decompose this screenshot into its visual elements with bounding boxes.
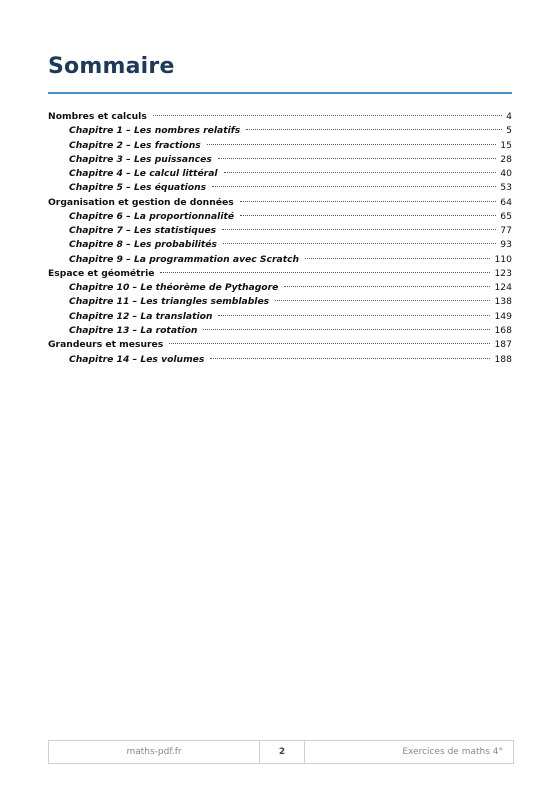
toc-chapter-entry[interactable] (48, 181, 512, 195)
table-of-contents (48, 110, 512, 367)
toc-part-entry[interactable] (48, 338, 512, 352)
toc-leader-dots (284, 286, 490, 287)
toc-entry-page: 168 (494, 324, 512, 336)
toc-chapter-entry[interactable] (48, 281, 512, 295)
toc-entry-page: 28 (500, 153, 512, 165)
toc-entry-label: Chapitre 9 – La programmation avec Scratch (69, 253, 300, 265)
page-footer (48, 740, 514, 764)
toc-leader-dots (224, 172, 497, 173)
toc-part-entry[interactable] (48, 196, 512, 210)
toc-entry-label: Chapitre 10 – Le théorème de Pythagore (69, 282, 279, 294)
toc-chapter-entry[interactable] (48, 153, 512, 167)
toc-leader-dots (275, 300, 490, 301)
toc-entry-page: 5 (506, 125, 512, 137)
toc-chapter-entry[interactable] (48, 124, 512, 138)
toc-chapter-entry[interactable] (48, 353, 512, 367)
toc-entry-page: 93 (500, 239, 512, 251)
toc-entry-label: Chapitre 3 – Les puissances (69, 153, 212, 165)
toc-entry-label: Organisation et gestion de données (48, 196, 234, 208)
toc-entry-label: Grandeurs et mesures (48, 339, 164, 351)
toc-entry-page: 138 (494, 296, 512, 308)
toc-entry-label: Chapitre 1 – Les nombres relatifs (69, 125, 241, 137)
page-title: Sommaire (48, 54, 175, 79)
toc-leader-dots (223, 243, 496, 244)
toc-entry-page: 4 (506, 111, 512, 122)
toc-chapter-entry[interactable] (48, 324, 512, 338)
toc-entry-page: 65 (500, 210, 512, 222)
footer-site: maths-pdf.fr (126, 747, 182, 757)
toc-entry-label: Chapitre 4 – Le calcul littéral (69, 168, 218, 180)
toc-entry-page: 110 (494, 253, 512, 265)
toc-entry-label: Chapitre 6 – La proportionnalité (69, 210, 235, 222)
toc-leader-dots (203, 329, 490, 330)
toc-entry-label: Chapitre 12 – La translation (69, 310, 213, 322)
toc-chapter-entry[interactable] (48, 167, 512, 181)
toc-entry-page: 149 (494, 310, 512, 322)
toc-entry-label: Chapitre 8 – Les probabilités (69, 239, 218, 251)
toc-leader-dots (218, 158, 497, 159)
toc-chapter-entry[interactable] (48, 224, 512, 238)
toc-entry-page: 40 (500, 168, 512, 180)
toc-entry-page: 124 (494, 282, 512, 294)
toc-entry-page: 187 (494, 339, 512, 351)
footer-description: Exercices de maths 4° (402, 747, 503, 757)
toc-leader-dots (246, 129, 502, 130)
toc-entry-page: 15 (500, 139, 512, 151)
toc-chapter-entry[interactable] (48, 295, 512, 309)
toc-entry-label: Chapitre 7 – Les statistiques (69, 225, 217, 237)
toc-chapter-entry[interactable] (48, 139, 512, 153)
toc-entry-page: 77 (500, 225, 512, 237)
toc-entry-label: Chapitre 11 – Les triangles semblables (69, 296, 270, 308)
toc-leader-dots (240, 201, 497, 202)
toc-leader-dots (160, 272, 490, 273)
footer-page-number: 2 (259, 741, 305, 763)
toc-leader-dots (222, 229, 496, 230)
toc-chapter-entry[interactable] (48, 210, 512, 224)
toc-leader-dots (169, 343, 490, 344)
toc-entry-label: Chapitre 5 – Les équations (69, 182, 207, 194)
toc-leader-dots (240, 215, 496, 216)
toc-chapter-entry[interactable] (48, 238, 512, 252)
toc-part-entry[interactable] (48, 267, 512, 281)
toc-entry-page: 188 (494, 353, 512, 365)
toc-leader-dots (305, 258, 490, 259)
toc-entry-label: Espace et géométrie (48, 267, 155, 279)
toc-leader-dots (218, 315, 490, 316)
toc-entry-page: 123 (494, 267, 512, 279)
toc-entry-label: Chapitre 2 – Les fractions (69, 139, 201, 151)
toc-leader-dots (212, 186, 496, 187)
toc-chapter-entry[interactable] (48, 310, 512, 324)
toc-leader-dots (210, 358, 490, 359)
toc-leader-dots (153, 115, 502, 116)
toc-entry-label: Nombres et calculs (48, 111, 147, 122)
toc-entry-page: 64 (500, 196, 512, 208)
toc-chapter-entry[interactable] (48, 253, 512, 267)
toc-entry-page: 53 (500, 182, 512, 194)
title-underline (48, 92, 512, 94)
toc-leader-dots (207, 144, 497, 145)
toc-entry-label: Chapitre 13 – La rotation (69, 324, 198, 336)
toc-entry-label: Chapitre 14 – Les volumes (69, 353, 205, 365)
toc-part-entry[interactable] (48, 110, 512, 124)
